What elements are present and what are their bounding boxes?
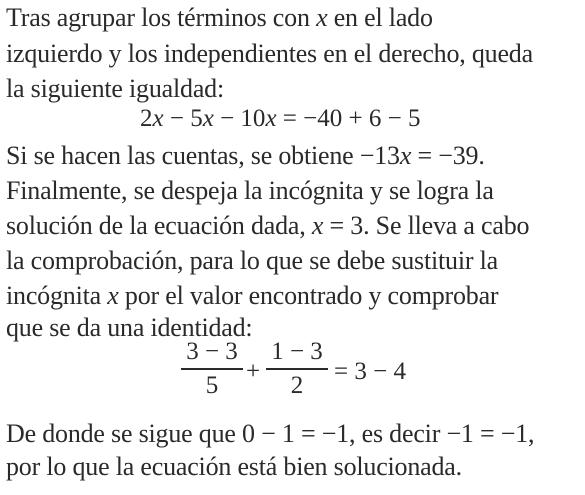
equation1 [140, 104, 420, 134]
paragraph2-line6: que se da una identidad: [6, 313, 253, 342]
paragraph1-line1: Tras agrupar los términos con x en el lado [6, 3, 433, 32]
equation1-equals: = [282, 105, 297, 132]
fraction-1-numerator: 3 − 3 [186, 338, 238, 365]
fraction-1-denominator: 5 [205, 372, 219, 399]
equation1-lhs: 2x − 5x − 10x [140, 105, 277, 132]
equation2-rhs: = 3 − 4 [334, 358, 406, 385]
paragraph2-line1: Si se hacen las cuentas, se obtiene −13x = −39. [6, 141, 485, 170]
paragraph2-line5: incógnita x por el valor encontrado y comprobar [6, 281, 499, 310]
fraction-2-denominator: 2 [290, 372, 304, 399]
paragraph2-line4: la comprobación, para lo que se debe sustituir la [6, 246, 498, 275]
equation1-rhs: −40 + 6 − 5 [303, 105, 421, 132]
fraction-2 [266, 336, 328, 402]
paragraph2-line2: Finalmente, se despeja la incógnita y se logra la [6, 176, 494, 205]
fraction-2-numerator: 1 − 3 [271, 338, 323, 365]
fraction-1 [181, 336, 243, 402]
paragraph3-line1: De donde se sigue que 0 − 1 = −1, es decir −1 = −1, [6, 419, 535, 448]
paragraph1-line2: izquierdo y los independientes en el derecho, queda [6, 39, 533, 68]
equation2-plus: + [246, 358, 261, 385]
paragraph3-line2: por lo que la ecuación está bien solucionada. [6, 452, 462, 481]
paragraph2-line3: solución de la ecuación dada, x = 3. Se lleva a cabo [6, 211, 530, 240]
paragraph1-line3: la siguiente igualdad: [6, 74, 224, 103]
